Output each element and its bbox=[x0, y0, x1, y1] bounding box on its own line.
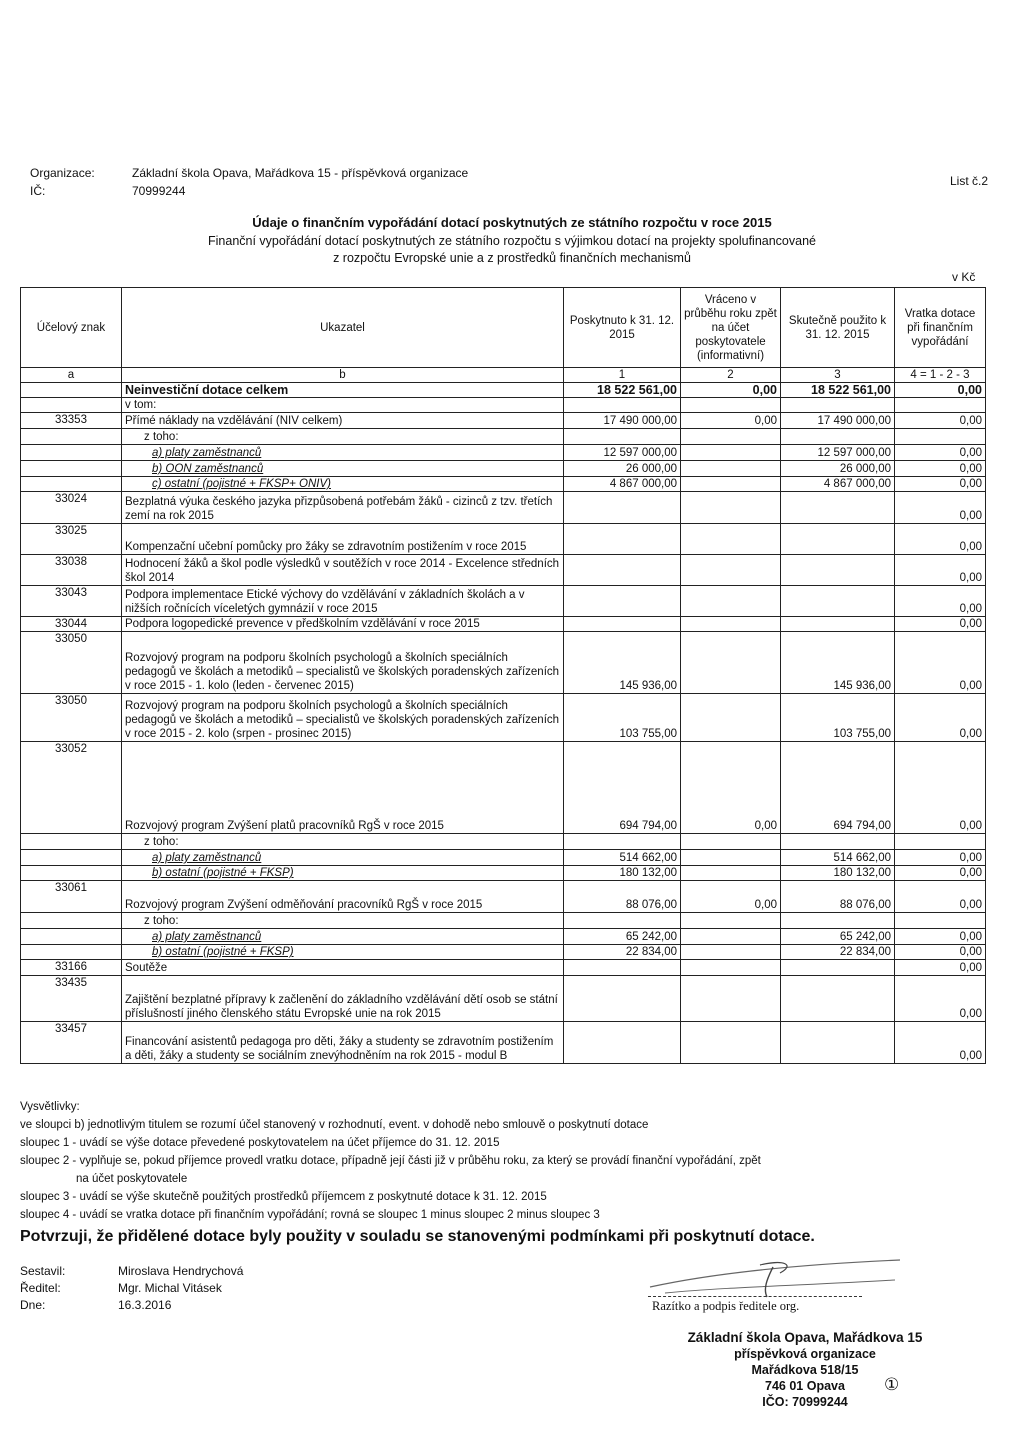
amount-c1: 103 755,00 bbox=[564, 694, 681, 742]
amount-c2 bbox=[681, 929, 781, 945]
signature-block bbox=[20, 1263, 243, 1314]
amount-c4 bbox=[895, 398, 986, 413]
indicator-label: b) ostatní (pojistné + FKSP) bbox=[122, 945, 564, 960]
date-value: 16.3.2016 bbox=[118, 1298, 172, 1312]
page-subtitle-2: z rozpočtu Evropské unie a z prostředků finančních mechanismů bbox=[333, 251, 691, 265]
purpose-code: 33044 bbox=[21, 617, 122, 632]
column-header: Ukazatel bbox=[122, 288, 564, 368]
amount-c4: 0,00 bbox=[895, 555, 986, 586]
amount-c1: 180 132,00 bbox=[564, 866, 681, 881]
amount-c2 bbox=[681, 632, 781, 694]
amount-c1 bbox=[564, 834, 681, 850]
amount-c4: 0,00 bbox=[895, 694, 986, 742]
purpose-code: 33050 bbox=[21, 694, 122, 742]
amount-c1 bbox=[564, 976, 681, 1022]
amount-c2 bbox=[681, 850, 781, 866]
date-label: Dne: bbox=[20, 1298, 46, 1312]
column-header: Skutečně použito k 31. 12. 2015 bbox=[781, 288, 895, 368]
table-row bbox=[21, 586, 986, 617]
column-id: 4 = 1 - 2 - 3 bbox=[895, 368, 986, 383]
table-row bbox=[21, 555, 986, 586]
amount-c4 bbox=[895, 834, 986, 850]
indicator-label: Hodnocení žáků a škol podle výsledků v soutěžích v roce 2014 - Excelence středních škol 2014 bbox=[122, 555, 564, 586]
table-row bbox=[21, 461, 986, 477]
purpose-code: 33050 bbox=[21, 632, 122, 694]
amount-c2 bbox=[681, 461, 781, 477]
organization-stamp bbox=[680, 1330, 930, 1410]
amount-c3: 514 662,00 bbox=[781, 850, 895, 866]
amount-c4: 0,00 bbox=[895, 881, 986, 913]
note-line: sloupec 4 - uvádí se vratka dotace při finančním vypořádání; rovná se sloupec 1 minus sloupec 2 minus sloupec 3 bbox=[20, 1209, 600, 1221]
amount-c1 bbox=[564, 492, 681, 524]
director-value: Mgr. Michal Vitásek bbox=[118, 1281, 222, 1295]
amount-c3 bbox=[781, 960, 895, 976]
note-line: sloupec 1 - uvádí se výše dotace převedené poskytovatelem na účet příjemce do 31. 12. 2015 bbox=[20, 1137, 500, 1149]
amount-c3: 12 597 000,00 bbox=[781, 445, 895, 461]
column-id-row bbox=[21, 368, 986, 383]
table-row bbox=[21, 477, 986, 492]
amount-c4: 0,00 bbox=[895, 461, 986, 477]
amount-c3 bbox=[781, 555, 895, 586]
table-row bbox=[21, 1022, 986, 1064]
amount-c2 bbox=[681, 586, 781, 617]
stamp-line: 746 01 Opava bbox=[765, 1379, 845, 1393]
purpose-code bbox=[21, 866, 122, 881]
amount-c4: 0,00 bbox=[895, 929, 986, 945]
column-header: Vráceno v průběhu roku zpět na účet poskytovatele (informativní) bbox=[681, 288, 781, 368]
amount-c4: 0,00 bbox=[895, 1022, 986, 1064]
purpose-code: 33024 bbox=[21, 492, 122, 524]
stamp-caption: Razítko a podpis ředitele org. bbox=[652, 1299, 800, 1313]
page-subtitle-1: Finanční vypořádání dotací poskytnutých ze státního rozpočtu s výjimkou dotací na projekty spolufinancované bbox=[208, 234, 816, 248]
column-id: a bbox=[21, 368, 122, 383]
table-row bbox=[21, 742, 986, 834]
amount-c1 bbox=[564, 555, 681, 586]
purpose-code bbox=[21, 850, 122, 866]
amount-c2 bbox=[681, 913, 781, 929]
amount-c1: 22 834,00 bbox=[564, 945, 681, 960]
amount-c2 bbox=[681, 945, 781, 960]
amount-c2 bbox=[681, 1022, 781, 1064]
amount-c1 bbox=[564, 398, 681, 413]
purpose-code: 33061 bbox=[21, 881, 122, 913]
indicator-label: Soutěže bbox=[122, 960, 564, 976]
amount-c4: 0,00 bbox=[895, 524, 986, 555]
indicator-label: Podpora logopedické prevence v předškolním vzdělávání v roce 2015 bbox=[122, 617, 564, 632]
indicator-label: b) OON zaměstnanců bbox=[122, 461, 564, 477]
note-line: ve sloupci b) jednotlivým titulem se rozumí účel stanovený v rozhodnutí, event. v dohodě nebo smlouvě o poskytnutí dotace bbox=[20, 1119, 649, 1131]
amount-c4 bbox=[895, 429, 986, 445]
amount-c2: 0,00 bbox=[681, 413, 781, 429]
purpose-code: 33043 bbox=[21, 586, 122, 617]
indicator-label: Zajištění bezplatné přípravy k začlenění do základního vzdělávání dětí osob se státní příslušností jiného členského státu Evropské unie na rok 2015 bbox=[122, 976, 564, 1022]
amount-c1 bbox=[564, 1022, 681, 1064]
amount-c1 bbox=[564, 913, 681, 929]
purpose-code bbox=[21, 461, 122, 477]
amount-c4: 0,00 bbox=[895, 866, 986, 881]
amount-c3: 26 000,00 bbox=[781, 461, 895, 477]
stamp-mark: ① bbox=[884, 1375, 900, 1394]
note-line: sloupec 2 - vyplňuje se, pokud příjemce provedl vratku dotace, případně její části již v průběhu roku, za který se provádí finanční vypořádání, zpět bbox=[20, 1155, 761, 1167]
table-row bbox=[21, 976, 986, 1022]
purpose-code bbox=[21, 834, 122, 850]
amount-c3 bbox=[781, 1022, 895, 1064]
compiled-label: Sestavil: bbox=[20, 1264, 66, 1278]
table-row bbox=[21, 492, 986, 524]
stamp-line: IČO: 70999244 bbox=[762, 1395, 848, 1409]
amount-c4: 0,00 bbox=[895, 945, 986, 960]
amount-c3 bbox=[781, 524, 895, 555]
organization-label: Organizace: bbox=[30, 166, 95, 180]
indicator-label: Rozvojový program Zvýšení odměňování pracovníků RgŠ v roce 2015 bbox=[122, 881, 564, 913]
amount-c2: 0,00 bbox=[681, 881, 781, 913]
amount-c1: 514 662,00 bbox=[564, 850, 681, 866]
table-row bbox=[21, 617, 986, 632]
table-header-row bbox=[21, 288, 986, 368]
indicator-label: a) platy zaměstnanců bbox=[122, 929, 564, 945]
amount-c2 bbox=[681, 694, 781, 742]
amount-c2: 0,00 bbox=[681, 742, 781, 834]
amount-c4 bbox=[895, 913, 986, 929]
table-row bbox=[21, 413, 986, 429]
amount-c1: 17 490 000,00 bbox=[564, 413, 681, 429]
amount-c2: 0,00 bbox=[681, 383, 781, 398]
table-row bbox=[21, 866, 986, 881]
purpose-code: 33435 bbox=[21, 976, 122, 1022]
purpose-code: 33457 bbox=[21, 1022, 122, 1064]
amount-c2 bbox=[681, 524, 781, 555]
notes-section bbox=[20, 1098, 1000, 1224]
amount-c3: 4 867 000,00 bbox=[781, 477, 895, 492]
amount-c2 bbox=[681, 477, 781, 492]
amount-c3 bbox=[781, 429, 895, 445]
ic-label: IČ: bbox=[30, 184, 46, 198]
amount-c3 bbox=[781, 617, 895, 632]
stamp-line: Mařádkova 518/15 bbox=[751, 1363, 859, 1377]
amount-c4: 0,00 bbox=[895, 632, 986, 694]
sheet-number: List č.2 bbox=[950, 174, 989, 188]
table-row bbox=[21, 960, 986, 976]
amount-c3: 22 834,00 bbox=[781, 945, 895, 960]
indicator-label: z toho: bbox=[122, 429, 564, 445]
purpose-code bbox=[21, 945, 122, 960]
table-row bbox=[21, 945, 986, 960]
amount-c1: 26 000,00 bbox=[564, 461, 681, 477]
indicator-label: z toho: bbox=[122, 834, 564, 850]
indicator-label: c) ostatní (pojistné + FKSP+ ONIV) bbox=[122, 477, 564, 492]
column-id: 3 bbox=[781, 368, 895, 383]
amount-c3 bbox=[781, 913, 895, 929]
amount-c2 bbox=[681, 834, 781, 850]
amount-c1: 4 867 000,00 bbox=[564, 477, 681, 492]
note-line: na účet poskytovatele bbox=[76, 1173, 188, 1185]
notes-heading: Vysvětlivky: bbox=[20, 1101, 80, 1113]
amount-c4: 0,00 bbox=[895, 413, 986, 429]
amount-c1 bbox=[564, 960, 681, 976]
purpose-code bbox=[21, 477, 122, 492]
amount-c4: 0,00 bbox=[895, 383, 986, 398]
amount-c3: 88 076,00 bbox=[781, 881, 895, 913]
amount-c2 bbox=[681, 492, 781, 524]
table-row bbox=[21, 834, 986, 850]
amount-c1: 18 522 561,00 bbox=[564, 383, 681, 398]
amount-c4: 0,00 bbox=[895, 617, 986, 632]
indicator-label: Rozvojový program na podporu školních psychologů a školních speciálních pedagogů ve školách a metodiků – specialistů ve školských poradenských zařízeních v roce 2015 - 1. kolo (leden - červenec 2015) bbox=[122, 632, 564, 694]
amount-c2 bbox=[681, 617, 781, 632]
indicator-label: b) ostatní (pojistné + FKSP) bbox=[122, 866, 564, 881]
amount-c1: 65 242,00 bbox=[564, 929, 681, 945]
amount-c4: 0,00 bbox=[895, 976, 986, 1022]
amount-c4: 0,00 bbox=[895, 850, 986, 866]
indicator-label: Financování asistentů pedagoga pro děti, žáky a studenty se zdravotním postižením a děti, žáky a studenty se sociálním znevýhodněním na rok 2015 - modul B bbox=[122, 1022, 564, 1064]
purpose-code: 33353 bbox=[21, 413, 122, 429]
amount-c3: 18 522 561,00 bbox=[781, 383, 895, 398]
table-row bbox=[21, 694, 986, 742]
purpose-code bbox=[21, 913, 122, 929]
indicator-label: Bezplatná výuka českého jazyka přizpůsobená potřebám žáků - cizinců z tzv. třetích zemí na rok 2015 bbox=[122, 492, 564, 524]
amount-c2 bbox=[681, 429, 781, 445]
handwritten-signature bbox=[645, 1255, 915, 1300]
indicator-label: a) platy zaměstnanců bbox=[122, 445, 564, 461]
compiled-value: Miroslava Hendrychová bbox=[118, 1264, 244, 1278]
table-row bbox=[21, 850, 986, 866]
amount-c2 bbox=[681, 445, 781, 461]
table-row bbox=[21, 632, 986, 694]
purpose-code bbox=[21, 383, 122, 398]
amount-c3: 145 936,00 bbox=[781, 632, 895, 694]
amount-c1: 694 794,00 bbox=[564, 742, 681, 834]
amount-c4: 0,00 bbox=[895, 445, 986, 461]
amount-c4: 0,00 bbox=[895, 960, 986, 976]
amount-c1 bbox=[564, 586, 681, 617]
indicator-label: Rozvojový program na podporu školních psychologů a školních speciálních pedagogů ve školách a metodiků – specialistů ve školských poradenských zařízeních v roce 2015 - 2. kolo (srpen - prosinec 2015) bbox=[122, 694, 564, 742]
amount-c3 bbox=[781, 398, 895, 413]
table-row bbox=[21, 929, 986, 945]
amount-c1 bbox=[564, 524, 681, 555]
amount-c1: 12 597 000,00 bbox=[564, 445, 681, 461]
table-row bbox=[21, 429, 986, 445]
organization-value: Základní škola Opava, Mařádkova 15 - příspěvková organizace bbox=[132, 166, 469, 180]
amount-c3 bbox=[781, 492, 895, 524]
signature-line bbox=[648, 1296, 862, 1297]
amount-c3: 65 242,00 bbox=[781, 929, 895, 945]
column-header: Poskytnuto k 31. 12. 2015 bbox=[564, 288, 681, 368]
currency-unit: v Kč bbox=[952, 270, 976, 284]
amount-c2 bbox=[681, 398, 781, 413]
indicator-label: a) platy zaměstnanců bbox=[122, 850, 564, 866]
financial-table bbox=[20, 287, 986, 1064]
indicator-label: Podpora implementace Etické výchovy do vzdělávání v základních školách a v nižších ročnících víceletých gymnázií v roce 2015 bbox=[122, 586, 564, 617]
stamp-line: příspěvková organizace bbox=[734, 1347, 876, 1361]
amount-c3: 180 132,00 bbox=[781, 866, 895, 881]
purpose-code: 33038 bbox=[21, 555, 122, 586]
director-label: Ředitel: bbox=[20, 1281, 61, 1295]
amount-c3 bbox=[781, 834, 895, 850]
amount-c3 bbox=[781, 586, 895, 617]
purpose-code bbox=[21, 445, 122, 461]
amount-c3 bbox=[781, 976, 895, 1022]
amount-c1: 88 076,00 bbox=[564, 881, 681, 913]
indicator-label: Rozvojový program Zvýšení platů pracovníků RgŠ v roce 2015 bbox=[122, 742, 564, 834]
table-row bbox=[21, 913, 986, 929]
note-line: sloupec 3 - uvádí se výše skutečně použitých prostředků příjemcem z poskytnuté dotace k 31. 12. 2015 bbox=[20, 1191, 547, 1203]
purpose-code: 33025 bbox=[21, 524, 122, 555]
amount-c3: 103 755,00 bbox=[781, 694, 895, 742]
purpose-code bbox=[21, 398, 122, 413]
amount-c4: 0,00 bbox=[895, 742, 986, 834]
table-row bbox=[21, 398, 986, 413]
column-header: Vratka dotace při finančním vypořádání bbox=[895, 288, 986, 368]
table-row bbox=[21, 445, 986, 461]
purpose-code: 33166 bbox=[21, 960, 122, 976]
column-id: 1 bbox=[564, 368, 681, 383]
amount-c1 bbox=[564, 617, 681, 632]
column-header: Účelový znak bbox=[21, 288, 122, 368]
amount-c2 bbox=[681, 866, 781, 881]
ic-value: 70999244 bbox=[132, 184, 186, 198]
amount-c3: 694 794,00 bbox=[781, 742, 895, 834]
amount-c4: 0,00 bbox=[895, 492, 986, 524]
stamp-line: Základní škola Opava, Mařádkova 15 bbox=[687, 1330, 923, 1345]
indicator-label: z toho: bbox=[122, 913, 564, 929]
indicator-label: Kompenzační učební pomůcky pro žáky se zdravotním postižením v roce 2015 bbox=[122, 524, 564, 555]
table-row bbox=[21, 383, 986, 398]
amount-c1 bbox=[564, 429, 681, 445]
purpose-code bbox=[21, 429, 122, 445]
column-id: b bbox=[122, 368, 564, 383]
amount-c2 bbox=[681, 555, 781, 586]
page-title: Údaje o finančním vypořádání dotací poskytnutých ze státního rozpočtu v roce 2015 bbox=[252, 215, 772, 230]
amount-c2 bbox=[681, 960, 781, 976]
column-id: 2 bbox=[681, 368, 781, 383]
amount-c2 bbox=[681, 976, 781, 1022]
table-row bbox=[21, 881, 986, 913]
table-row bbox=[21, 524, 986, 555]
purpose-code bbox=[21, 929, 122, 945]
indicator-label: Neinvestiční dotace celkem bbox=[122, 383, 564, 398]
indicator-label: Přímé náklady na vzdělávání (NIV celkem) bbox=[122, 413, 564, 429]
confirmation-statement: Potvrzuji, že přidělené dotace byly použity v souladu se stanovenými podmínkami při poskytnutí dotace. bbox=[20, 1228, 815, 1245]
amount-c4: 0,00 bbox=[895, 477, 986, 492]
amount-c1: 145 936,00 bbox=[564, 632, 681, 694]
amount-c3: 17 490 000,00 bbox=[781, 413, 895, 429]
amount-c4: 0,00 bbox=[895, 586, 986, 617]
purpose-code: 33052 bbox=[21, 742, 122, 834]
indicator-label: v tom: bbox=[122, 398, 564, 413]
